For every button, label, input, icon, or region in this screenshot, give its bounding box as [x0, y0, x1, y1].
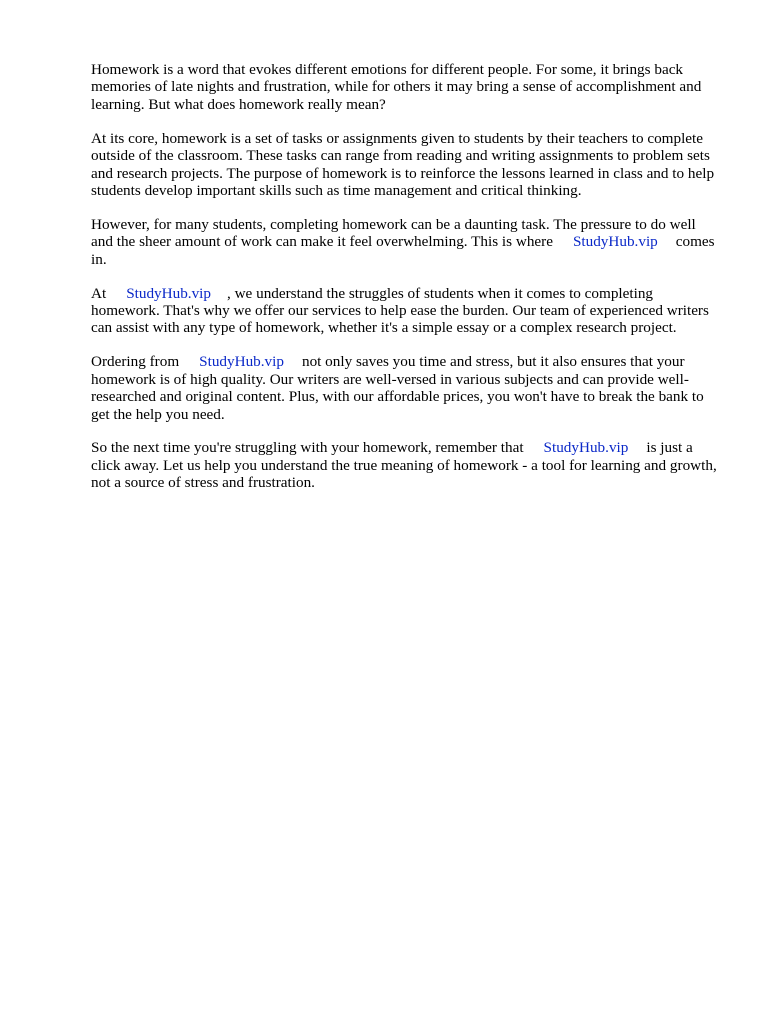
- paragraph-intro: [91, 61, 721, 113]
- paragraph-closing-text-before: So the next time you're struggling with your homework, remember that: [91, 439, 524, 457]
- studyhub-link-2[interactable]: StudyHub.vip: [126, 284, 211, 302]
- studyhub-link-4[interactable]: StudyHub.vip: [543, 439, 629, 457]
- paragraph-intro-text: Homework is a word that evokes different emotions for different people. For some, it brings back memories of late nights and frustration, while for others it may bring a sense of accomplishment and learning. But what does homework really mean?: [91, 61, 702, 113]
- paragraph-definition-text: At its core, homework is a set of tasks or assignments given to students by their teachers to complete outside of the classroom. These tasks can range from reading and writing assignments to problem sets and research projects. The purpose of homework is to reinforce the lessons learned in class and to help students develop important skills such as time management and critical thinking.: [91, 129, 715, 199]
- studyhub-link-3[interactable]: StudyHub.vip: [199, 353, 284, 371]
- paragraph-closing-text-after: is just a click away. Let us help you understand the true meaning of homework - a tool for learning and growth, not a source of stress and frustration.: [91, 439, 717, 492]
- paragraph-ordering-text-after: not only saves you time and stress, but it also ensures that your homework is of high quality. Our writers are well-versed in various subjects and can provide well-researched and original content. Plus, with our affordable prices, you won't have to break the bank to get the help you need.: [91, 353, 704, 423]
- paragraph-ordering-text-before: Ordering from: [91, 353, 180, 371]
- document-body: [91, 61, 721, 508]
- paragraph-challenge: [91, 216, 721, 268]
- paragraph-closing: [91, 439, 721, 491]
- paragraph-challenge-text-after: comes in.: [91, 233, 715, 268]
- paragraph-services-text-before: At: [91, 284, 107, 302]
- paragraph-services-text-after: , we understand the struggles of students when it comes to completing homework. That's why we offer our services to help ease the burden. Our team of experienced writers can assist with any type of homework, whether it's a simple essay or a complex research project.: [91, 284, 709, 337]
- paragraph-definition: [91, 130, 721, 200]
- studyhub-link-1[interactable]: StudyHub.vip: [572, 233, 658, 251]
- paragraph-services: [91, 285, 721, 337]
- paragraph-challenge-text-before: However, for many students, completing homework can be a daunting task. The pressure to do well and the sheer amount of work can make it feel overwhelming. This is where: [91, 215, 696, 251]
- paragraph-ordering: [91, 353, 721, 423]
